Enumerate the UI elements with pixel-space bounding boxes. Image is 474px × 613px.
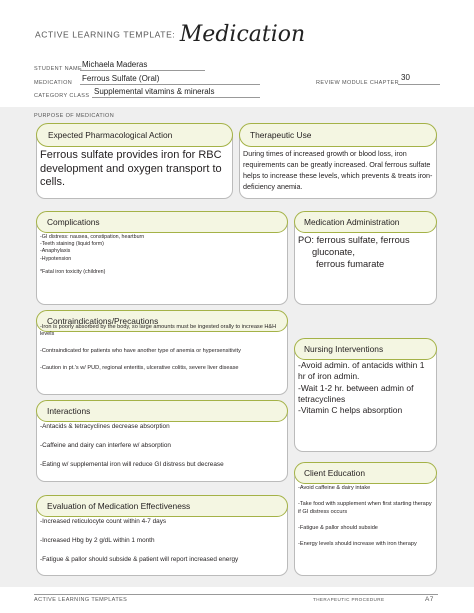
purpose-label: PURPOSE OF MEDICATION (34, 113, 115, 119)
category-class-label: CATEGORY CLASS (34, 93, 90, 99)
evaluation-item: -Increased Hbg by 2 g/dL within 1 month (40, 537, 155, 544)
template-label: ACTIVE LEARNING TEMPLATE: (35, 29, 176, 40)
student-name-value: Michaela Maderas (82, 60, 148, 69)
contraindications-header: Contraindications/Precautions (36, 310, 288, 332)
administration-line: ferrous fumarate (316, 259, 385, 270)
education-item: -Energy levels should increase with iron therapy (298, 541, 417, 548)
chapter-label: REVIEW MODULE CHAPTER (316, 80, 399, 86)
interactions-item: -Antacids & tetracyclines decrease absorption (40, 423, 170, 430)
footer-left: ACTIVE LEARNING TEMPLATES (34, 597, 128, 603)
footer-code: A7 (425, 596, 434, 603)
medication-label: MEDICATION (34, 80, 73, 86)
education-item: -Take food with supplement when first starting therapy if GI distress occurs (298, 501, 432, 515)
interactions-item: -Caffeine and dairy can interfere w/ absorption (40, 442, 171, 449)
nursing-item: -Wait 1-2 hr. between admin of tetracyclines (298, 382, 414, 404)
contraindications-item: -Contraindicated for patients who have another type of anemia or hypersensitivity (40, 347, 241, 354)
administration-header: Medication Administration (294, 211, 437, 233)
interactions-item: -Eating w/ supplemental iron will reduce GI distress but decrease (40, 461, 224, 468)
evaluation-header: Evaluation of Medication Effectiveness (36, 495, 288, 517)
nursing-item: -Vitamin C helps absorption (298, 405, 403, 416)
nursing-item: -Avoid admin. of antacids within 1 hr of iron admin. (298, 360, 425, 382)
expected-action-header: Expected Pharmacological Action (36, 123, 233, 147)
education-item: -Avoid caffeine & dairy intake (298, 485, 371, 491)
administration-line: PO: ferrous sulfate, ferrous (298, 235, 410, 245)
therapeutic-use-header: Therapeutic Use (239, 123, 437, 147)
evaluation-item: -Increased reticulocyte count within 4-7 days (40, 518, 167, 525)
template-title: Medication (179, 22, 306, 47)
chapter-value: 30 (401, 73, 410, 82)
complications-header: Complications (36, 211, 288, 233)
chapter-underline (398, 84, 440, 85)
administration-line: gluconate, (312, 247, 355, 258)
interactions-header: Interactions (36, 400, 288, 422)
nursing-header: Nursing Interventions (294, 338, 437, 360)
complications-list (40, 234, 284, 276)
education-list (298, 485, 434, 548)
footer-rule (34, 594, 438, 595)
contraindications-item: -Iron is poorly absorbed by the body, so large amounts must be ingested orally to increase H&H levels (40, 324, 277, 338)
category-class-value: Supplemental vitamins & minerals (94, 87, 215, 96)
evaluation-item: -Fatigue & pallor should subside & patient will report increased energy (40, 556, 239, 563)
contraindications-item: -Caution in pt.'s w/ PUD, regional enteritis, ulcerative colitis, severe liver disease (40, 364, 239, 371)
medication-underline (80, 84, 260, 85)
education-item: -Fatigue & pallor should subside (298, 524, 378, 531)
evaluation-list (40, 517, 288, 565)
student-name-label: STUDENT NAME (34, 66, 83, 72)
complications-item: -Teeth staining (liquid form) (40, 241, 104, 248)
complications-item: -GI distress: nausea, constipation, heartburn (40, 234, 145, 240)
education-header: Client Education (294, 462, 437, 484)
student-name-underline (80, 70, 205, 71)
contraindications-list (40, 324, 284, 372)
category-class-underline (92, 97, 260, 98)
template-header (35, 22, 305, 50)
complications-item: -Hypotension (40, 255, 72, 262)
administration-text (298, 234, 434, 271)
complications-note: *Fatal iron toxicity (children) (40, 268, 106, 275)
complications-item: -Anaphylaxis (40, 248, 71, 255)
interactions-list (40, 422, 288, 470)
therapeutic-use-text: During times of increased growth or blood loss, iron requirements can be greatly increased. Oral ferrous sulfate helps to increase these levels, which prevents & treats iron-deficiency anemia. (243, 149, 433, 191)
nursing-list (298, 360, 434, 416)
medication-value: Ferrous Sulfate (Oral) (82, 74, 160, 83)
expected-action-text: Ferrous sulfate provides iron for RBC development and oxygen transport to cells. (40, 149, 222, 188)
footer-right: THERAPEUTIC PROCEDURE (313, 597, 385, 602)
